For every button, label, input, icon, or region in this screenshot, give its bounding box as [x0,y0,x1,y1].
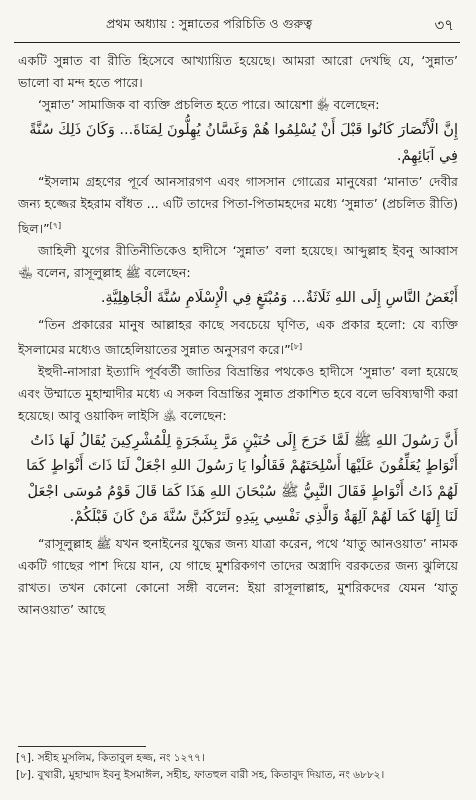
paragraph-3: জাহিলী যুগের রীতিনীতিকেও হাদীসে ‘সুন্নাত’ বলা হয়েছে। আব্দুল্লাহ ইবনু আব্বাস ﵄ বলেন, রাসূলুল্লাহ ﷺ বলেছেন: [18,243,458,281]
page-body [18,50,458,740]
translation-quote-3: “রাসূলুল্লাহ ﷺ যখন হুনাইনের যুদ্ধের জন্য যাত্রা করেন, পথে ‘যাতু আনওয়াত’ নামক একটি গাছের পাশ দিয়ে যান, যে গাছে মুশরিকগণ তাদের অস্ত্রাদি বরকতের জন্য ঝুলিয়ে রাখত। তখন কোনো কোনো সঙ্গী বলেন: ইয়া রাসূলাল্লাহ, মুশরিকদের যেমন ‘যাতু আনওয়াত’ আছে [18,535,458,617]
page-number: ৩৭ [434,16,454,34]
footnote-ref-8: [৮] [290,341,303,351]
arabic-hadith-2: أَبْغَضُ النَّاسِ إِلَى اللهِ ثَلَاثَةٌ... وَمُبْتَغٍ فِي الْإِسْلَامِ سُنَّةَ الْجَاهِلِيَّةِ. [100,290,458,307]
paragraph-1: একটি সুন্নাত বা রীতি হিসেবে আখ্যায়িত হয়েছে। আমরা আরো দেখছি যে, ‘সুন্নাত’ ভালো বা মন্দ হতে পারে। [18,53,458,90]
translation-quote-1 [18,171,458,240]
page-header [14,8,460,43]
footnote-ref-7: [৭] [49,221,62,230]
paragraph-2: ‘সুন্নাত’ সামাজিক বা ব্যক্তি প্রচলিত হতে পারে। আয়েশা ﵂ বলেছেন: [38,97,380,112]
paragraph-4: ইহুদী-নাসারা ইত্যাদি পূর্ববর্তী জাতির বিভ্রান্তির পথকেও হাদীসে ‘সুন্নাত’ বলা হয়েছে এবং উম্মাতে মুহাম্মাদীর মধ্যে এ সকল বিভ্রান্তির সুন্নাত প্রকাশিত হবে বলে ভবিষ্যদ্বাণী করা হয়েছে। আবু ওয়াকিদ লাইসি ﵁ বলেছেন: [18,363,458,423]
quote-2-text: “তিন প্রকারের মানুষ আল্লাহর কাছে সবচেয়ে ঘৃণিত, এক প্রকার হলো: যে ব্যক্তি ইসলামের মধ্যেও জাহেলিয়াতের সুন্নাত অনুসরণ করে।” [18,316,458,357]
running-title: প্রথম অধ্যায় : সুন্নাতের পরিচিতি ও গুরুত্ব [106,16,313,31]
arabic-hadith-1: إِنَّ الْأَنْصَارَ كَانُوا قَبْلَ أَنْ يُسْلِمُوا هُمْ وَغَسَّانُ يُهِلُّونَ لِمَنَاةَ... وَكَانَ ذَلِكَ سُنَّةً فِي آبَائِهِمْ. [29,122,458,164]
footnote-7: [৭]. সহীহ মুসলিম, কিতাবুল হজ্জ, নং ১২৭৭। [16,752,205,764]
footnote-8: [৮]. বুখারী, মুহাম্মাদ ইবনু ইসমাঈল, সহীহ, ফাতহুল বারী সহ, কিতাবুদ দিয়াত, নং ৬৮৮২। [16,769,385,781]
arabic-hadith-3: أَنَّ رَسُولَ اللهِ ﷺ لَمَّا خَرَجَ إِلَى حُنَيْنٍ مَرَّ بِشَجَرَةٍ لِلْمُشْرِكِينَ يُقَالُ لَهَا ذَاتُ أَنْوَاطٍ يُعَلِّقُونَ عَلَيْهَا أَسْلِحَتَهُمْ فَقَالُوا يَا رَسُولَ اللهِ اجْعَلْ لَنَا ذَاتَ أَنْوَاطٍ كَمَا لَهُمْ ذَاتُ أَنْوَاطٍ فَقَالَ النَّبِيُّ ﷺ سُبْحَانَ اللهِ هَذَا كَمَا قَالَ قَوْمُ مُوسَى اجْعَلْ لَنَا إِلَهًا كَمَا لَهُمْ آلِهَةٌ وَالَّذِي نَفْسِي بِيَدِهِ لَتَرْكَبُنَّ سُنَّةَ مَنْ كَانَ قَبْلَكُمْ. [26,432,458,526]
quote-1-text: “ইসলাম গ্রহণের পূর্বে আনসারগণ এবং গাসসান গোত্রের মানুষেরা ‘মানাত’ দেবীর জন্য হজ্জের ইহরাম বাঁধত ... এটি তাদের পিতা-পিতামহদের মধ্যে ‘সুন্নাত’ (প্রচলিত রীতি) ছিল।” [18,174,458,237]
footnotes [16,750,462,784]
footnote-divider [18,746,146,747]
translation-quote-2 [18,314,458,361]
